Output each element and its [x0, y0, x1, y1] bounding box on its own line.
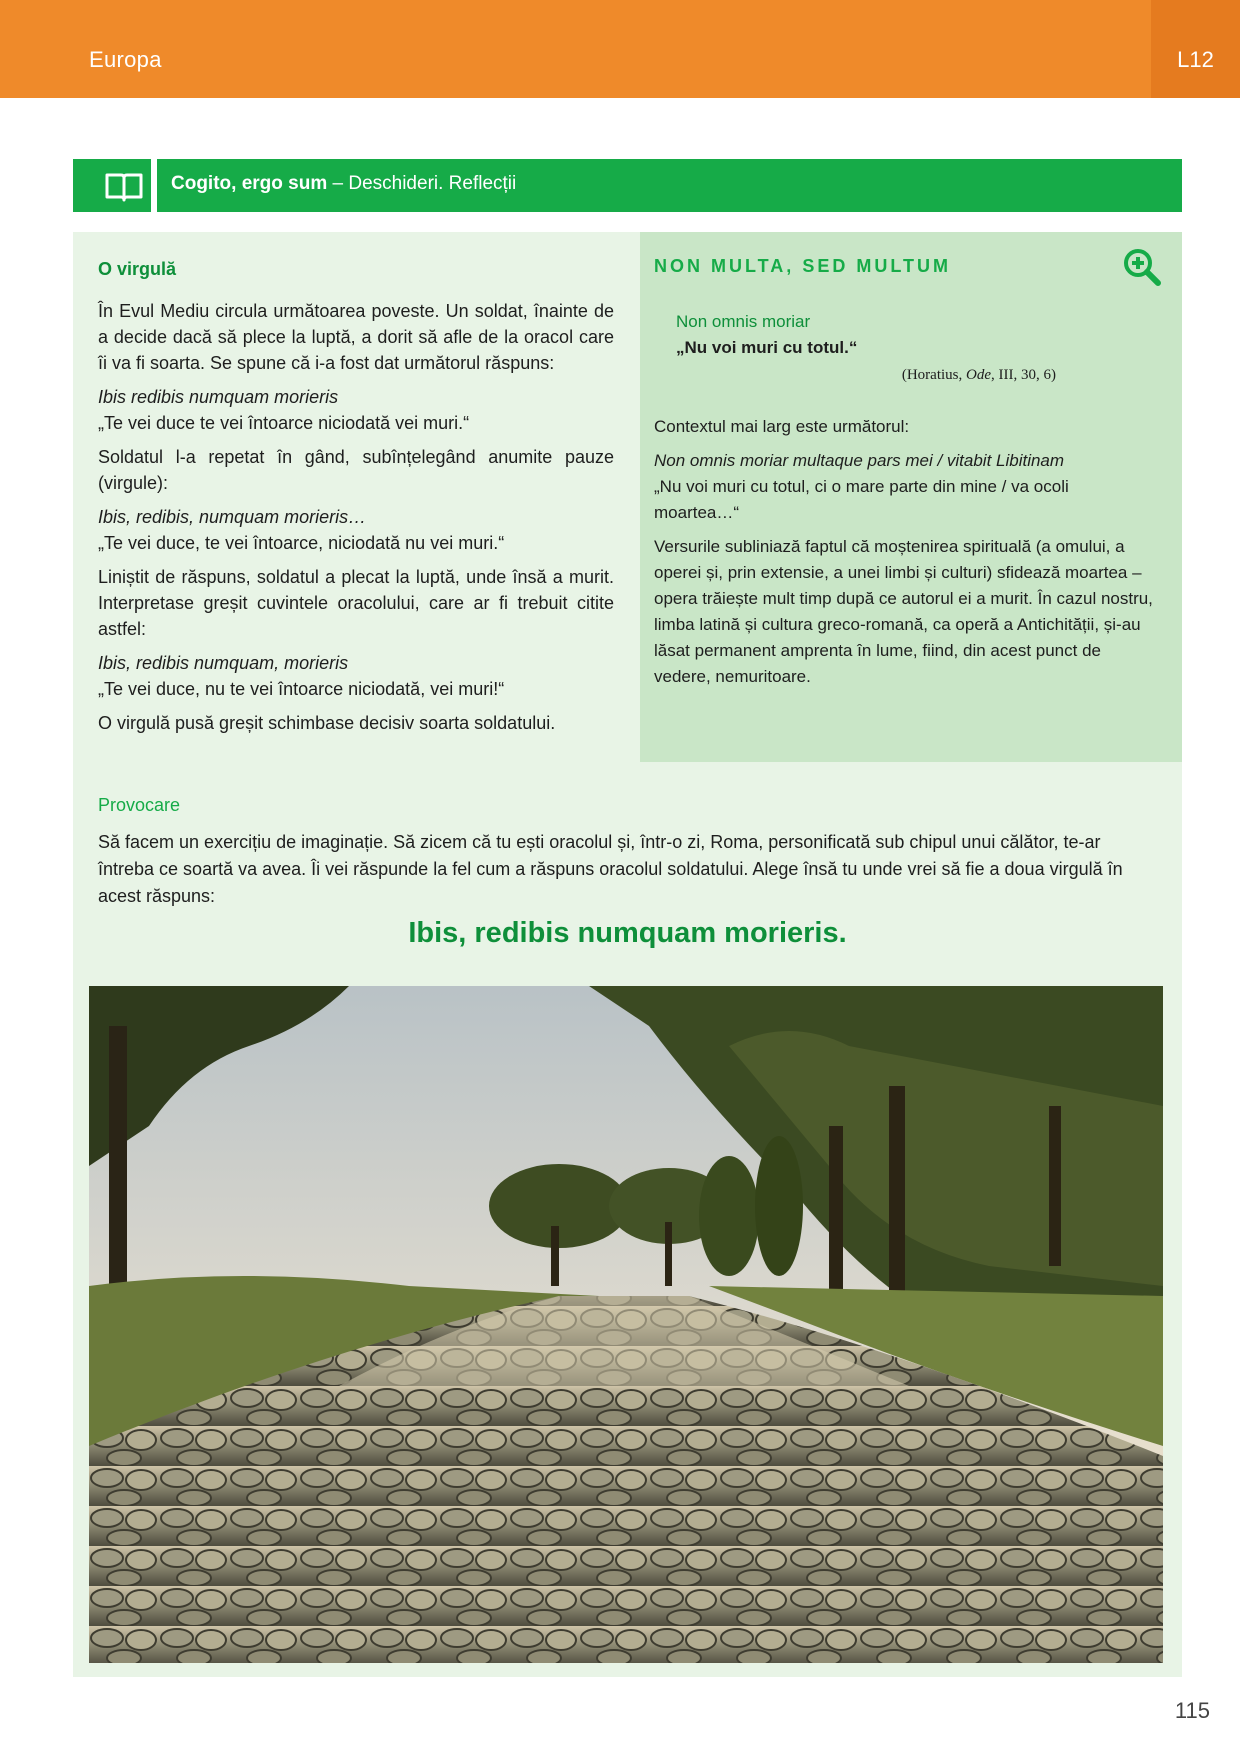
lesson-label: L12	[1177, 47, 1214, 72]
provocare-latin-phrase: Ibis, redibis numquam morieris.	[408, 917, 847, 949]
section-title	[171, 173, 516, 195]
section-title-bold: Cogito, ergo sum	[171, 173, 328, 194]
provocare-text: Să facem un exercițiu de imaginație. Să zicem că tu ești oracolul și, într-o zi, Roma, personificată sub chipul unui călător, te-ar întreba ce soartă va avea. Îi vei răspunde la fel cum a răspuns oracolul soldatului. Alege însă tu unde vrei să fie a doua virgulă în acest răspuns:	[98, 832, 1123, 906]
right-body	[654, 414, 1158, 698]
latin-version-1: Ibis redibis numquam morieris	[98, 387, 339, 407]
zoom-in-icon	[1122, 247, 1162, 292]
story-paragraph-3: Liniștit de răspuns, soldatul a plecat la luptă, unde însă a murit. Interpretase greșit cuvintele oracolului, care ar fi trebuit citite astfel:	[98, 567, 614, 639]
provocare-heading: Provocare	[98, 795, 181, 815]
left-heading: O virgulă	[98, 259, 177, 279]
section-banner	[73, 159, 1182, 212]
translation-1: „Te vei duce te vei întoarce niciodată vei muri.“	[98, 413, 470, 433]
page-number: 115	[1174, 1698, 1210, 1723]
context-latin: Non omnis moriar multaque pars mei / vitabit Libitinam	[654, 451, 1065, 470]
right-column-header	[654, 256, 1159, 277]
lesson-tab	[1151, 0, 1240, 98]
section-title-rest: – Deschideri. Reflecții	[327, 173, 517, 194]
right-heading: NON MULTA, SED MULTUM	[654, 256, 951, 276]
chapter-title: Europa	[89, 47, 162, 72]
quote-source-ref: , III, 30, 6)	[991, 367, 1056, 383]
quote-source-work: Ode	[966, 367, 992, 383]
provocare-text-block	[98, 829, 1158, 910]
translation-2: „Te vei duce, te vei întoarce, niciodată nu vei muri.“	[98, 533, 505, 553]
left-column	[98, 256, 614, 744]
open-book-icon	[104, 170, 144, 202]
roman-road-photo	[89, 986, 1163, 1663]
banner-divider	[151, 159, 157, 212]
quote-source	[676, 367, 1056, 384]
story-conclusion: O virgulă pusă greșit schimbase decisiv soarta soldatului.	[98, 713, 556, 733]
translation-3: „Te vei duce, nu te vei întoarce niciodată, vei muri!“	[98, 679, 505, 699]
latin-version-2: Ibis, redibis, numquam morieris…	[98, 507, 367, 527]
context-explanation: Versurile subliniază faptul că moștenirea spirituală (a omului, a operei și, prin extensie, a unei limbi și culturi) sfidează moartea – opera trăiește mult timp după ce autorul ei a murit. În cazul nostru, limba latină și cultura greco-romană, ca operă a Antichității, și-au lăsat permanent amprenta în lume, fiind, din acest punct de vedere, nemuritoare.	[654, 537, 1153, 686]
quote-latin: Non omnis moriar	[676, 312, 811, 331]
quote-source-author: (Horatius,	[901, 367, 967, 383]
quote-translation: „Nu voi muri cu totul.“	[676, 338, 858, 357]
context-intro: Contextul mai larg este următorul:	[654, 417, 910, 436]
story-paragraph-1: În Evul Mediu circula următoarea poveste. Un soldat, înainte de a decide dacă să plece la luptă, a dorit să afle de la oracol care îi va fi soarta. Se spune că i-a fost dat următorul răspuns:	[98, 301, 614, 373]
context-translation: „Nu voi muri cu totul, ci o mare parte din mine / va ocoli moartea…“	[654, 477, 1069, 522]
latin-version-3: Ibis, redibis numquam, morieris	[98, 653, 349, 673]
header-bar	[0, 0, 1240, 98]
banner-icon-box	[97, 159, 151, 212]
quote-block	[676, 309, 1056, 384]
story-paragraph-2: Soldatul l-a repetat în gând, subînțelegând anumite pauze (virgule):	[98, 447, 614, 493]
